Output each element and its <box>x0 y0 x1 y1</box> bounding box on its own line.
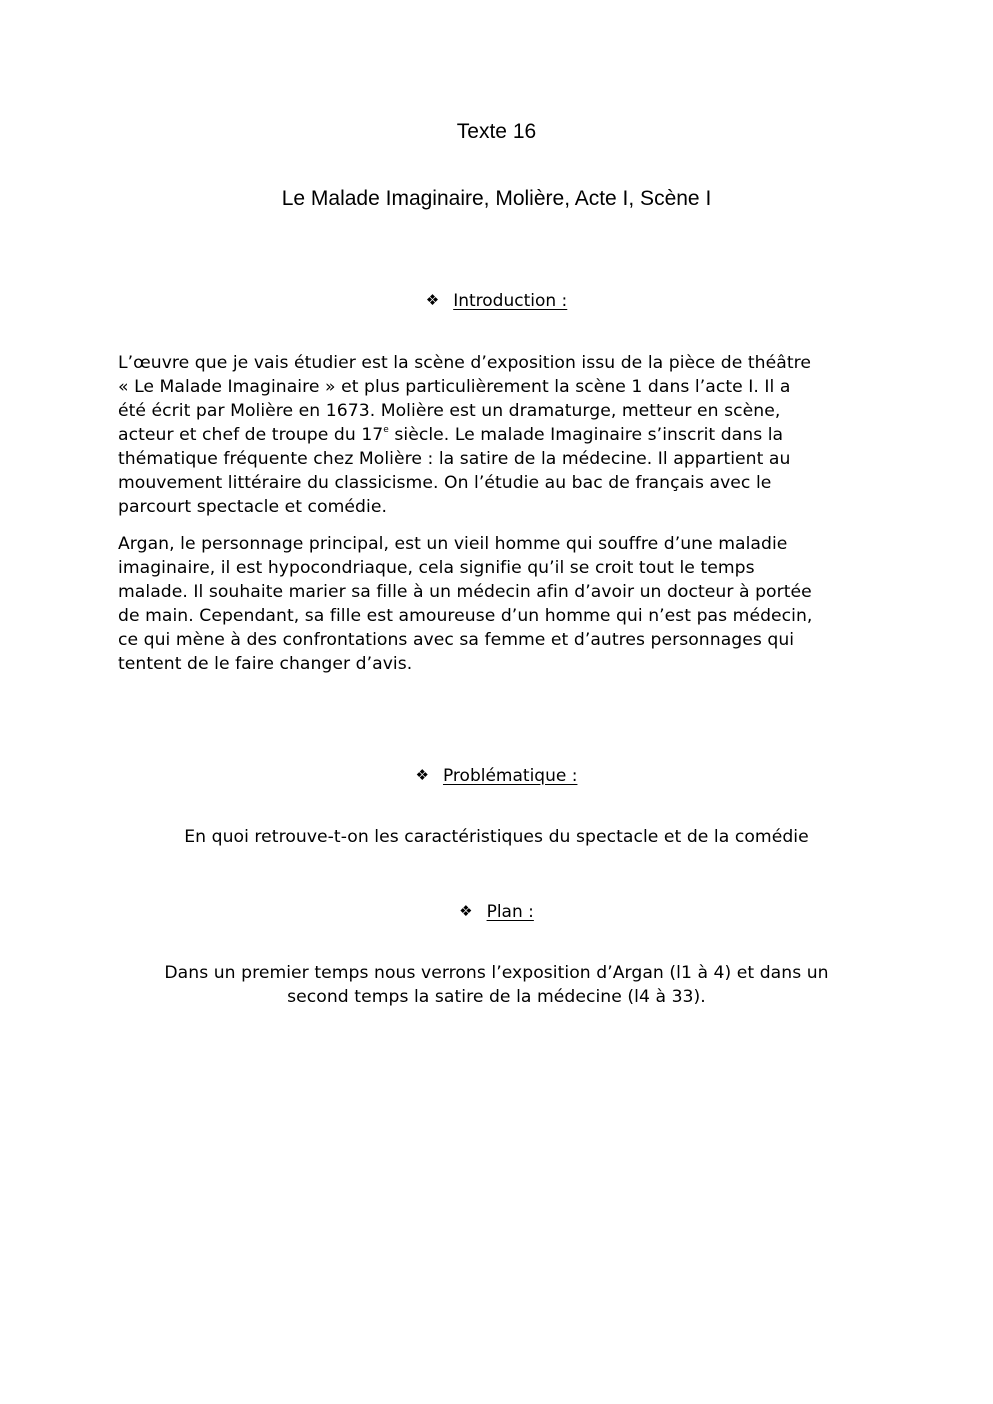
introduction-paragraph-1 <box>118 351 868 519</box>
diamond-bullet-icon: ❖ <box>415 766 429 784</box>
heading-label: Plan : <box>486 902 534 922</box>
paragraph-line: Dans un premier temps nous verrons l’exposition d’Argan (l1 à 4) et dans un <box>164 963 829 983</box>
paragraph-line: imaginaire, il est hypocondriaque, cela signifie qu’il se croit tout le temps <box>118 558 755 578</box>
problematique-text <box>100 825 893 849</box>
line-text: acteur et chef de troupe du 17 <box>118 425 384 445</box>
paragraph-line: « Le Malade Imaginaire » et plus particulièrement la scène 1 dans l’acte I. Il a <box>118 377 791 397</box>
page-title: Texte 16 <box>456 120 537 143</box>
line-text: siècle. Le malade Imaginaire s’inscrit dans la <box>388 425 784 445</box>
section-heading-plan <box>0 900 993 923</box>
paragraph-line: été écrit par Molière en 1673. Molière est un dramaturge, metteur en scène, <box>118 401 781 421</box>
paragraph-line <box>118 423 868 447</box>
diamond-bullet-icon: ❖ <box>425 291 440 309</box>
plan-text <box>100 961 893 1009</box>
ordinal-superscript: e <box>383 425 389 435</box>
paragraph-line: Argan, le personnage principal, est un vieil homme qui souffre d’une maladie <box>118 534 788 554</box>
paragraph-line: thématique fréquente chez Molière : la satire de la médecine. Il appartient au <box>118 449 791 469</box>
paragraph-line: En quoi retrouve-t-on les caractéristiques du spectacle et de la comédie <box>184 827 809 847</box>
paragraph-line: malade. Il souhaite marier sa fille à un médecin afin d’avoir un docteur à portée <box>118 582 812 602</box>
paragraph-line: tentent de le faire changer d’avis. <box>118 654 413 674</box>
section-heading-problematique <box>0 764 993 787</box>
diamond-bullet-icon: ❖ <box>459 902 473 920</box>
paragraph-line: parcourt spectacle et comédie. <box>118 497 387 517</box>
heading-label: Problématique : <box>442 766 578 786</box>
introduction-paragraph-2 <box>118 532 868 676</box>
paragraph-line: ce qui mène à des confrontations avec sa femme et d’autres personnages qui <box>118 630 795 650</box>
paragraph-line: second temps la satire de la médecine (l4 à 33). <box>287 987 706 1007</box>
heading-label: Introduction : <box>453 291 568 311</box>
page-subtitle: Le Malade Imaginaire, Molière, Acte I, Scène I <box>281 187 712 210</box>
section-heading-introduction <box>0 289 993 312</box>
paragraph-line: de main. Cependant, sa fille est amoureuse d’un homme qui n’est pas médecin, <box>118 606 813 626</box>
paragraph-line: mouvement littéraire du classicisme. On l’étudie au bac de français avec le <box>118 473 772 493</box>
paragraph-line: L’œuvre que je vais étudier est la scène d’exposition issu de la pièce de théâtre <box>118 353 811 373</box>
